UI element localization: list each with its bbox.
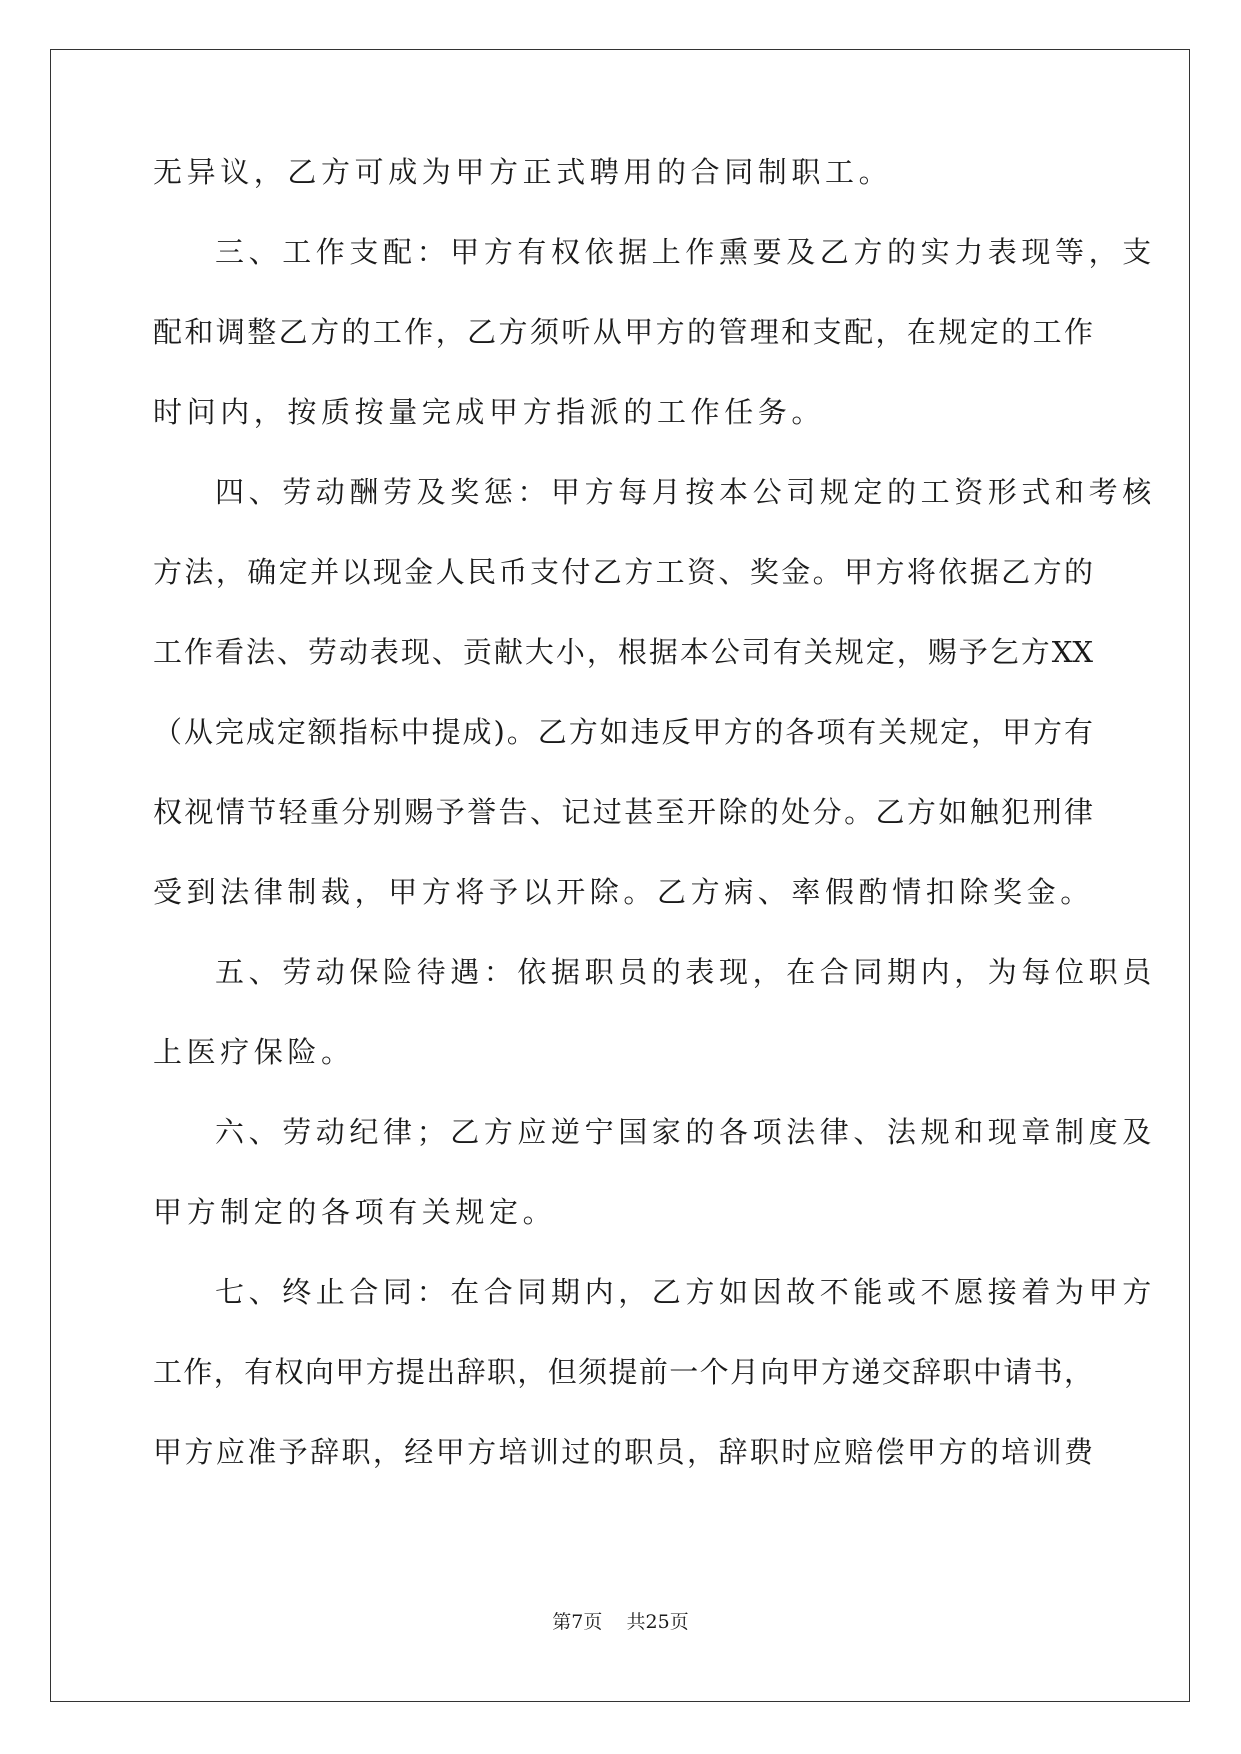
text-line: 工作看法、劳动表现、贡献大小，根据本公司有关规定，赐予乞方XX [153,635,1093,669]
text-line: 工作，有权向甲方提出辞职，但须提前一个月向甲方递交辞职中请书， [153,1355,1093,1389]
text-line: 甲方应准予辞职，经甲方培训过的职员，辞职时应赔偿甲方的培训费 [153,1435,1093,1469]
text-line: 时问内，按质按量完成甲方指派的工作任务。 [153,395,826,429]
text-line: 配和调整乙方的工作，乙方须听从甲方的管理和支配，在规定的工作 [153,315,1093,349]
page-total: 共25页 [626,1611,689,1633]
text-line: 无异议，乙方可成为甲方正式聘用的合同制职工。 [153,155,893,189]
text-line: （从完成定额指标中提成)。乙方如违反甲方的各项有关规定，甲方有 [153,715,1093,749]
text-line: 受到法律制裁，甲方将予以开除。乙方病、率假酌情扣除奖金。 [153,875,1094,909]
paragraph-heading-line: 六、劳动纪律；乙方应逆宁国家的各项法律、法规和现章制度及 [215,1115,1156,1149]
text-line: 甲方制定的各项有关规定。 [153,1195,557,1229]
paragraph-heading-line: 五、劳动保险待遇：依据职员的表现，在合同期内，为每位职员 [215,955,1156,989]
text-line: 方法，确定并以现金人民币支付乙方工资、奖金。甲方将依据乙方的 [153,555,1093,589]
paragraph-heading-line: 七、终止合同：在合同期内，乙方如因故不能或不愿接着为甲方 [215,1275,1156,1309]
paragraph-heading-line: 四、劳动酬劳及奖惩：甲方每月按本公司规定的工资形式和考核 [215,475,1156,509]
text-line: 上医疗保险。 [153,1035,355,1069]
page-footer [0,1610,1241,1634]
paragraph-heading-line: 三、工作支配：甲方有权依据上作熏要及乙方的实力表现等，支 [215,235,1156,269]
text-line: 权视情节轻重分别赐予誉告、记过甚至开除的处分。乙方如触犯刑律 [153,795,1093,829]
page-number: 第7页 [552,1611,603,1633]
